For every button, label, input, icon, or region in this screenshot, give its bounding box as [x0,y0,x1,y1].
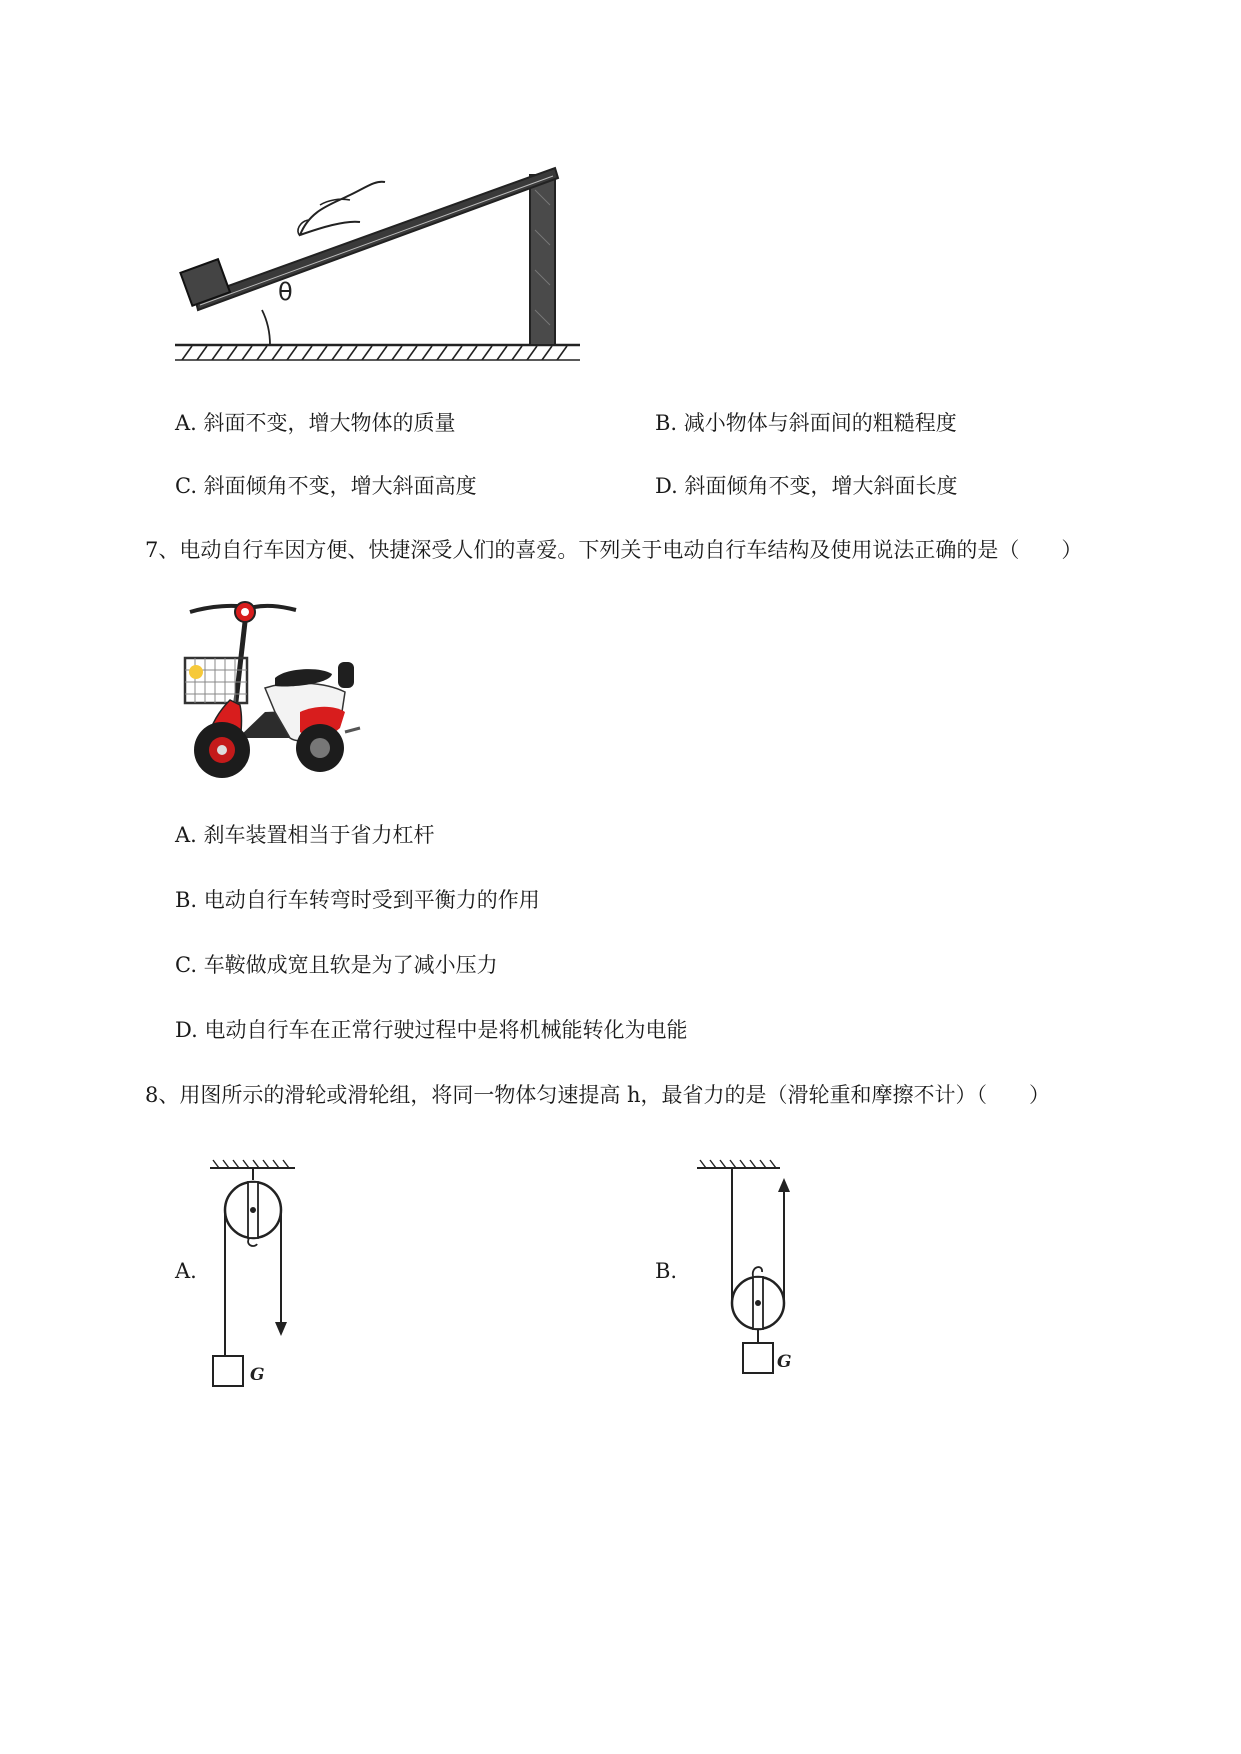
q7-option-b [175,885,540,915]
weight-label-b: G [777,1352,792,1372]
option-text: 车鞍做成宽且软是为了减小压力 [203,953,498,977]
option-text: 减小物体与斜面间的粗糙程度 [683,411,957,435]
ebike-image [180,600,365,785]
option-letter: B. [655,411,678,435]
q6-option-c [175,471,477,501]
fixed-pulley-figure [205,1158,305,1388]
option-letter: C. [175,953,197,977]
incline-figure [170,150,590,365]
q6-option-a [175,408,456,438]
option-text: 斜面倾角不变，增大斜面长度 [684,474,958,498]
q8-option-a-letter: A. [175,1259,197,1283]
q8-stem: 8、用图所示的滑轮或滑轮组，将同一物体匀速提高 h，最省力的是（滑轮重和摩擦不计）（ ） [145,1083,1051,1107]
q7-stem: 7、电动自行车因方便、快捷深受人们的喜爱。下列关于电动自行车结构及使用说法正确的是（ ） [145,538,1083,562]
q6-option-b [655,408,957,438]
movable-pulley-figure [695,1158,795,1393]
option-text: 斜面不变，增大物体的质量 [203,411,456,435]
option-text: 电动自行车在正常行驶过程中是将机械能转化为电能 [204,1018,688,1042]
angle-label: θ [278,278,293,306]
q7-option-c [175,950,498,980]
q8-option-b-letter: B. [655,1259,678,1283]
q7-option-d [175,1015,687,1045]
option-letter: D. [655,474,678,498]
option-letter: A. [175,411,197,435]
option-text: 斜面倾角不变，增大斜面高度 [203,474,477,498]
option-letter: C. [175,474,197,498]
q6-option-d [655,471,957,501]
q7-option-a [175,820,435,850]
option-text: 刹车装置相当于省力杠杆 [203,823,435,847]
weight-label-a: G [250,1365,265,1385]
option-letter: D. [175,1018,198,1042]
option-letter: A. [175,823,197,847]
option-text: 电动自行车转弯时受到平衡力的作用 [203,888,540,912]
option-letter: B. [175,888,198,912]
